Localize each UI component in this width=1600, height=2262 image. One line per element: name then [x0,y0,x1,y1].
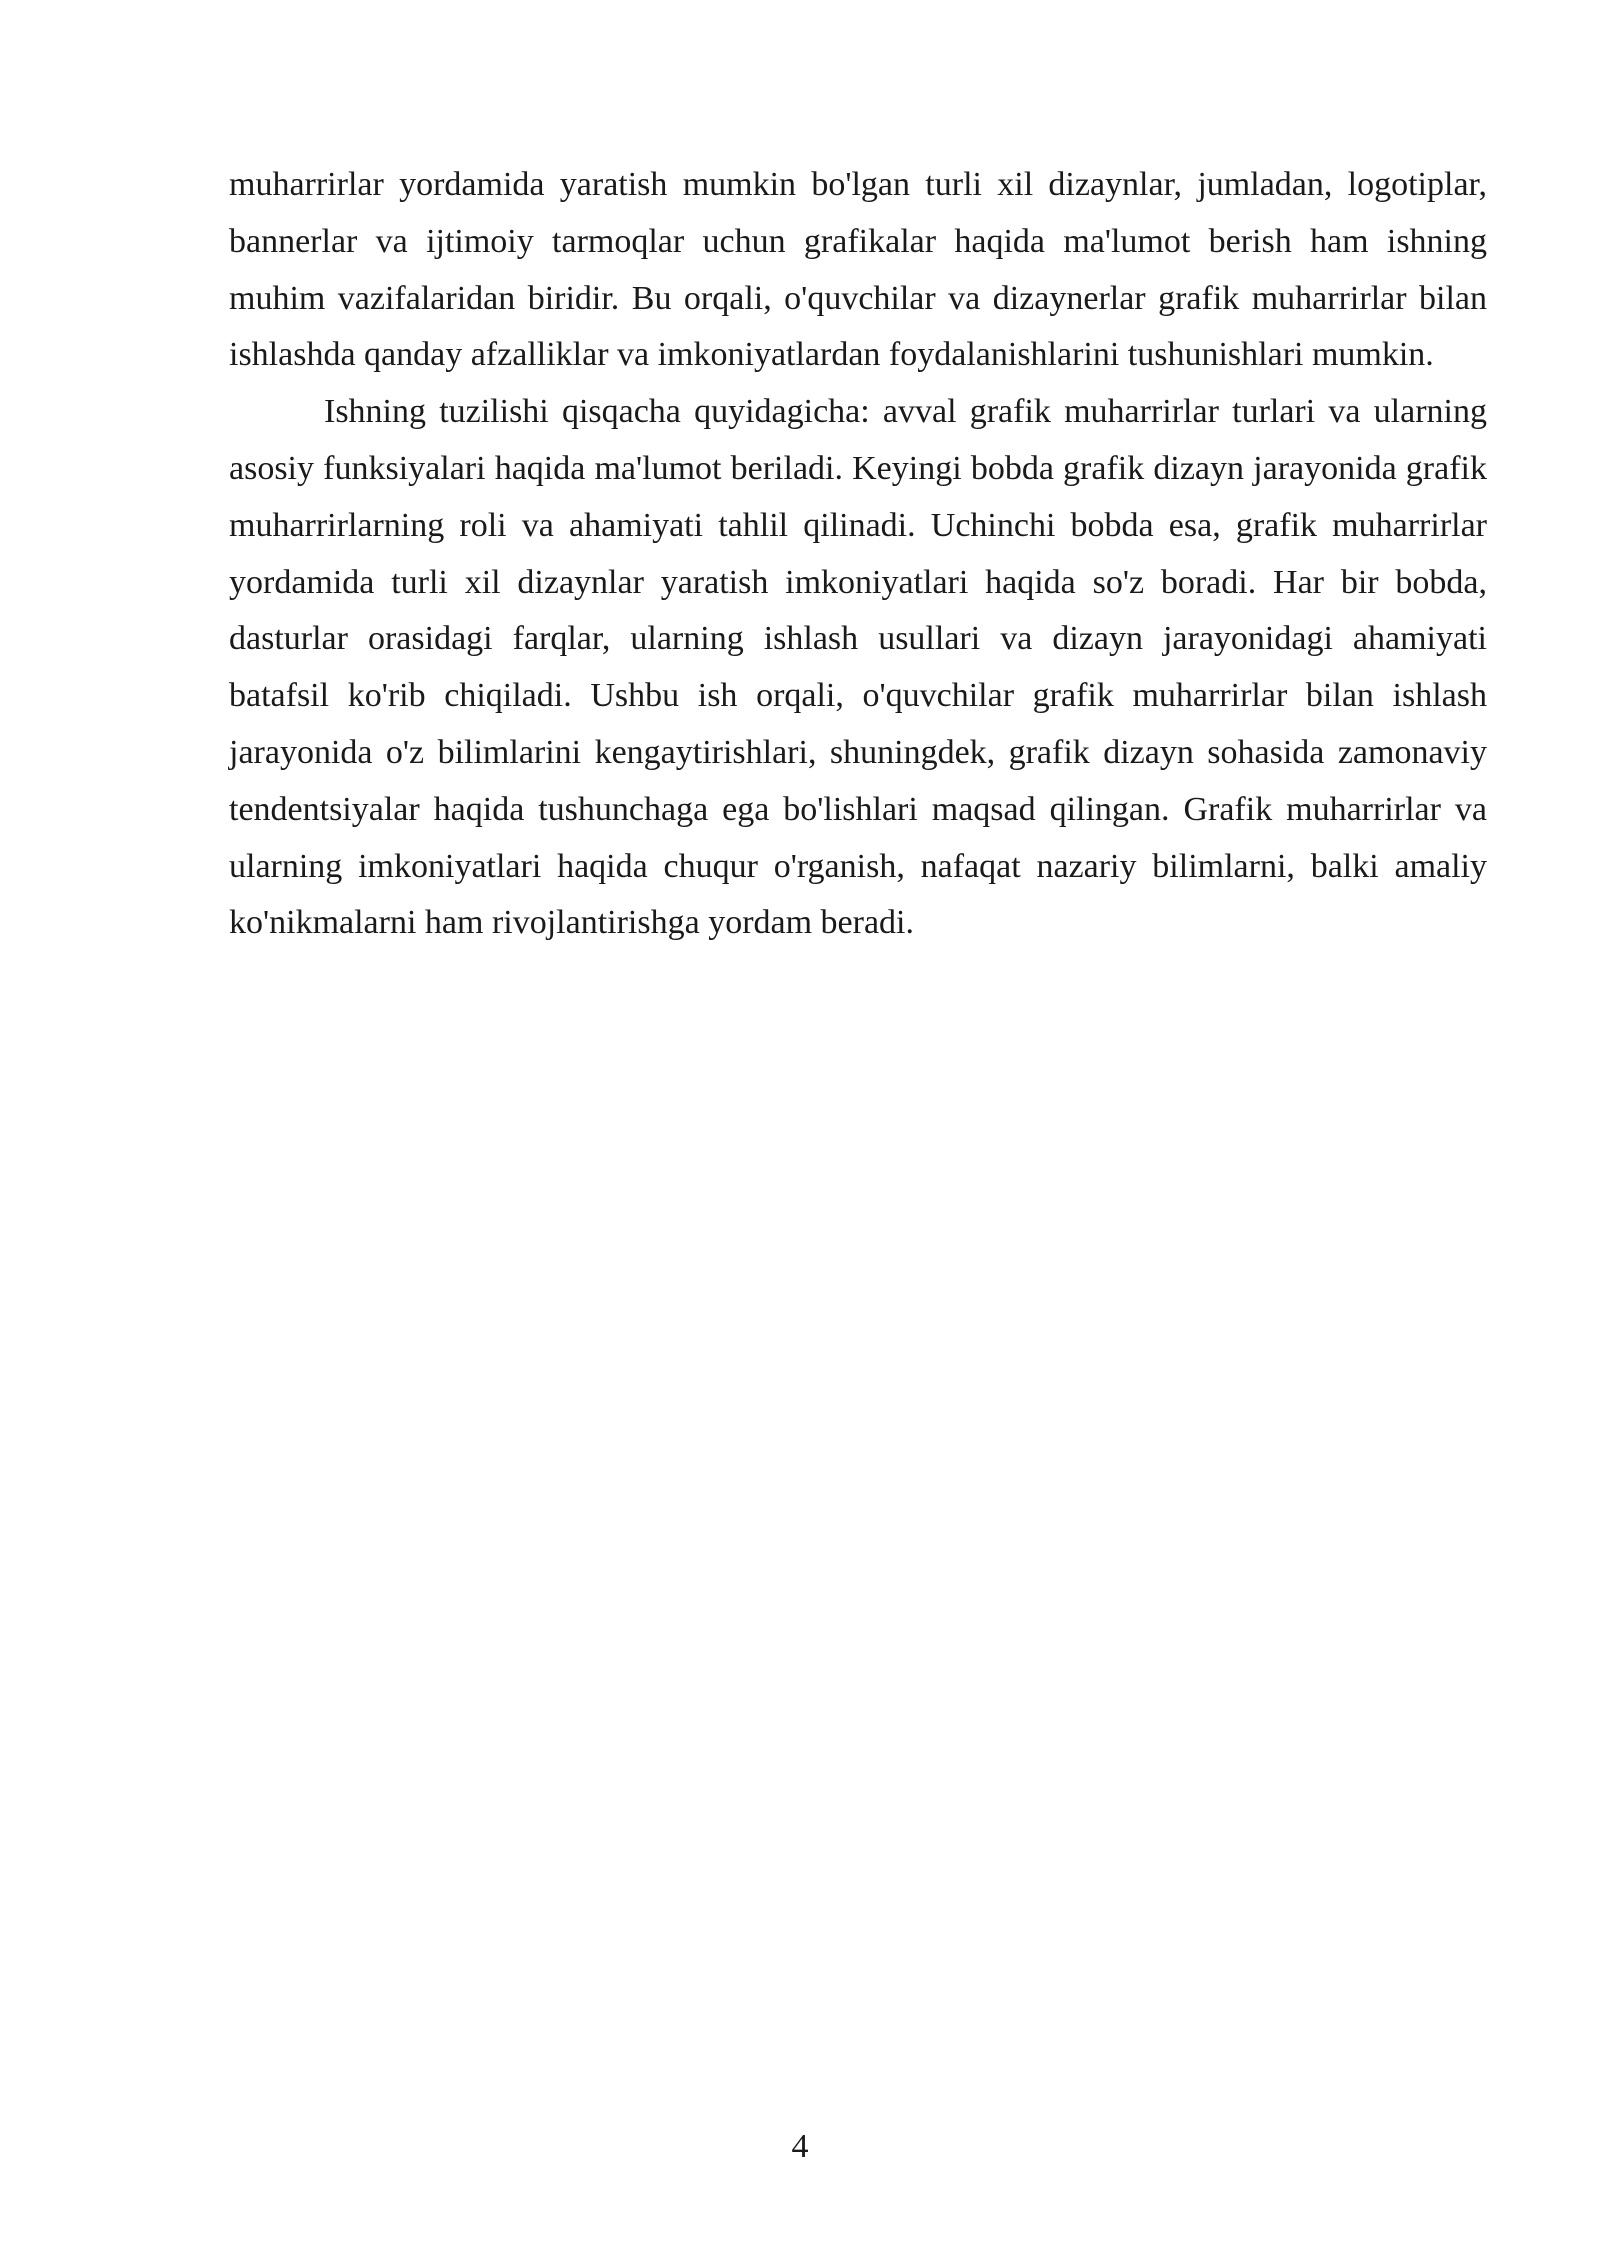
paragraph-structure-overview: Ishning tuzilishi qisqacha quyidagicha: avval grafik muharrirlar turlari va ularning asosiy funksiyalari haqida ma'lumot beriladi. Keyingi bobda grafik dizayn jarayonida grafik muharrirlarning roli va ahamiyati tahlil qilinadi. Uchinchi bobda esa, grafik muharrirlar yordamida turli xil dizaynlar yaratish imkoniyatlari haqida so'z boradi. Har bir bobda, dasturlar orasidagi farqlar, ularning ishlash usullari va dizayn jarayonidagi ahamiyati batafsil ko'rib chiqiladi. Ushbu ish orqali, o'quvchilar grafik muharrirlar bilan ishlash jarayonida o'z bilimlarini kengaytirishlari, shuningdek, grafik dizayn sohasida zamonaviy tendentsiyalar haqida tushunchaga ega bo'lishlari maqsad qilingan. Grafik muharrirlar va ularning imkoniyatlari haqida chuqur o'rganish, nafaqat nazariy bilimlarni, balki amaliy ko'nikmalarni ham rivojlantirishga yordam beradi. [229,393,1487,942]
page-number: 4 [791,2128,809,2165]
body-text [229,157,1487,952]
paragraph-continuation: muharrirlar yordamida yaratish mumkin bo'lgan turli xil dizaynlar, jumladan, logotiplar, bannerlar va ijtimoiy tarmoqlar uchun grafikalar haqida ma'lumot berish ham ishning muhim vazifalaridan biridir. Bu orqali, o'quvchilar va dizaynerlar grafik muharrirlar bilan ishlashda qanday afzalliklar va imkoniyatlardan foydalanishlarini tushunishlari mumkin. [229,166,1487,374]
